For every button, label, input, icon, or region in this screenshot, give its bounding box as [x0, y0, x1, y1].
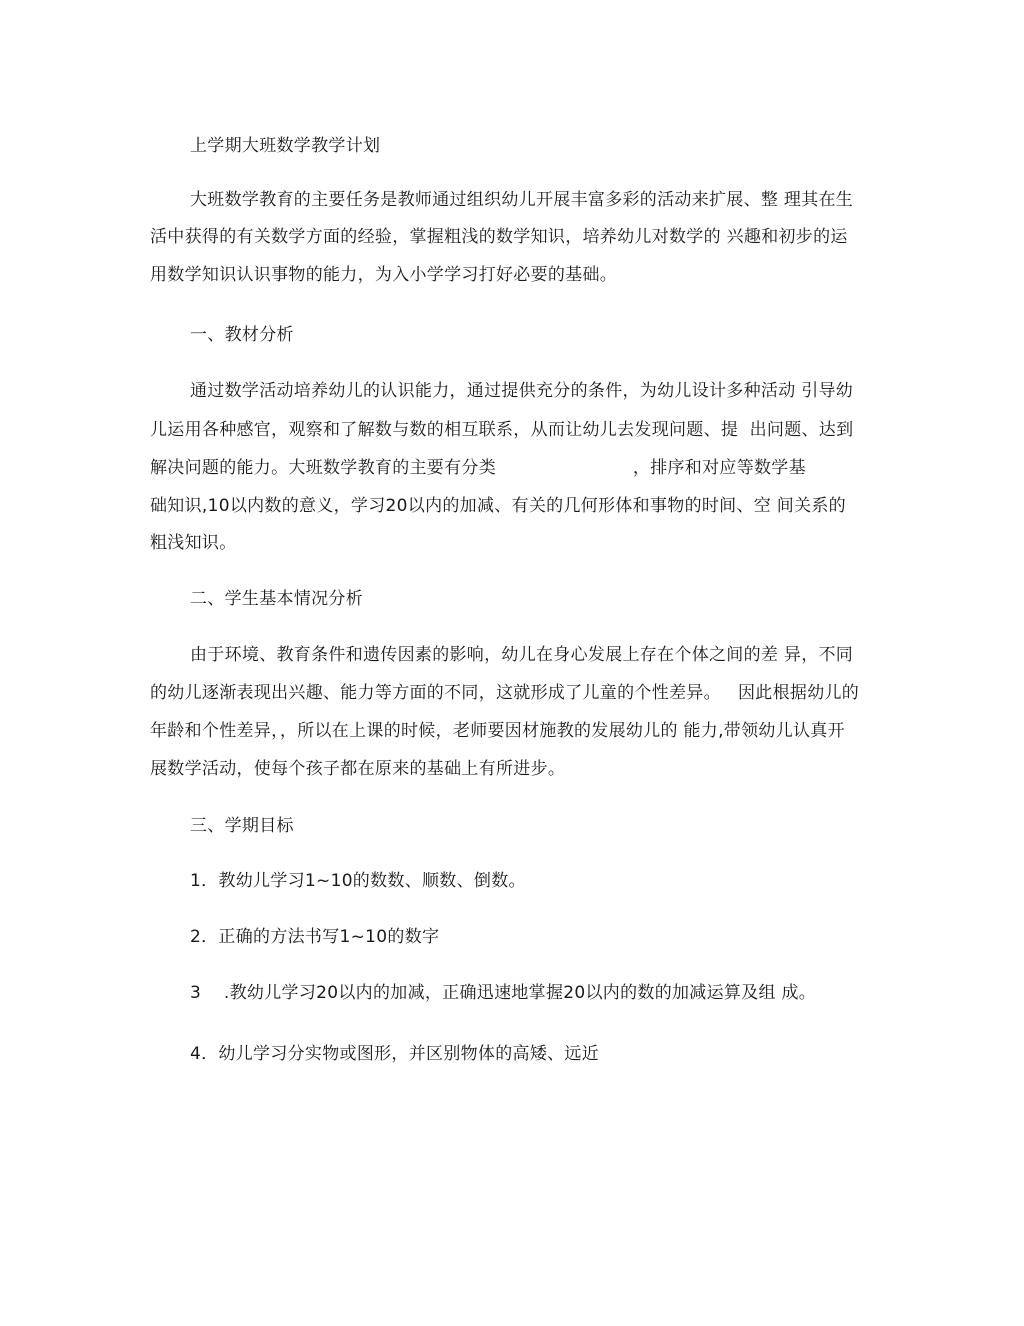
section2-line-1: 由于环境、教育条件和遗传因素的影响，幼儿在身心发展上存在个体之间的差 异，不同 [190, 645, 854, 665]
section1-line-3: 解决问题的能力。大班数学教育的主要有分类 ，排序和对应等数学基 [150, 458, 806, 478]
intro-line-3: 用数学知识认识事物的能力，为入小学学习打好必要的基础。 [150, 265, 618, 285]
section1-line-5: 粗浅知识。 [150, 533, 237, 553]
goal-item-4: 4．幼儿学习分实物或图形，并区别物体的高矮、远近 [190, 1044, 600, 1064]
section1-line-1: 通过数学活动培养幼儿的认识能力，通过提供充分的条件，为幼儿设计多种活动 引导幼 [190, 381, 854, 401]
intro-line-2: 活中获得的有关数学方面的经验，掌握粗浅的数学知识，培养幼儿对数学的 兴趣和初步的运 [150, 227, 848, 247]
section2-line-3: 年龄和个性差异，，所以在上课的时候，老师要因材施教的发展幼儿的 能力,带领幼儿认真开 [150, 721, 845, 741]
section2-line-2: 的幼儿逐渐表现出兴趣、能力等方面的不同，这就形成了儿童的个性差异。 因此根据幼儿的 [150, 683, 860, 703]
intro-line-1: 大班数学教育的主要任务是教师通过组织幼儿开展丰富多彩的活动来扩展、整 理其在生 [190, 190, 854, 210]
goal-item-3: 3 .教幼儿学习20以内的加减，正确迅速地掌握20以内的数的加减运算及组 成。 [190, 983, 817, 1003]
section3-heading: 三、学期目标 [190, 816, 294, 836]
section1-line-2: 儿运用各种感官，观察和了解数与数的相互联系，从而让幼儿去发现问题、提 出问题、达到 [150, 420, 854, 440]
goal-item-1: 1．教幼儿学习1~10的数数、顺数、倒数。 [190, 871, 526, 891]
section1-heading: 一、教材分析 [190, 325, 294, 345]
section2-line-4: 展数学活动，使每个孩子都在原来的基础上有所进步。 [150, 759, 566, 779]
document-title: 上学期大班数学教学计划 [190, 136, 381, 156]
goal-item-2: 2．正确的方法书写1~10的数字 [190, 927, 440, 947]
section1-line-4: 础知识,10以内数的意义，学习20以内的加减、有关的几何形体和事物的时间、空 间关系的 [150, 496, 846, 516]
section2-heading: 二、学生基本情况分析 [190, 589, 363, 609]
